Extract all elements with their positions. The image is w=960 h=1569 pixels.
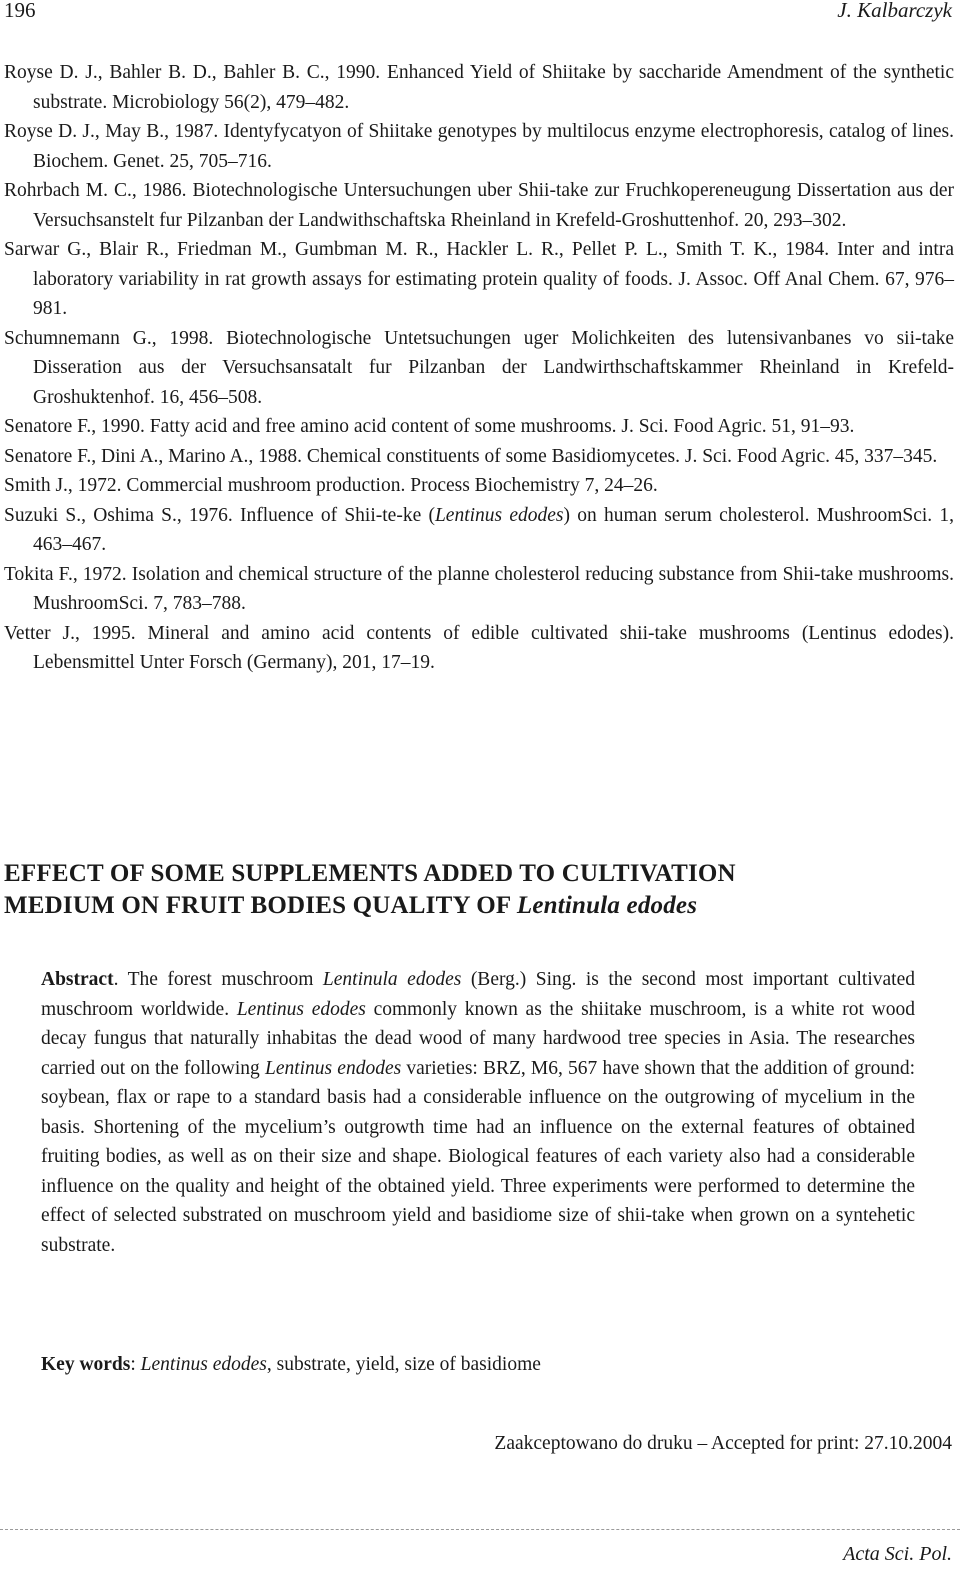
reference-run-text: Smith J., 1972. Commercial mushroom production. Process Biochemistry 7, 24–26. — [4, 475, 658, 496]
title-species: Lentinula edodes — [516, 892, 698, 919]
accepted-date: Zaakceptowano do druku – Accepted for print: 27.10.2004 — [494, 1433, 952, 1454]
keywords — [41, 1350, 915, 1380]
reference-entry — [4, 58, 954, 117]
reference-entry — [4, 501, 954, 560]
reference-run-text: ) on human serum cholesterol. MushroomSci. 1, 463–467. — [33, 504, 954, 555]
reference-run-text: Rohrbach M. C., 1986. Biotechnologische Untersuchungen uber Shii-take zur Fruchkopereneugung Dissertation aus der Versuchsanstelt fur Pilzanban der Landwithschaftska Rheinland in Krefeld-Groshuttenhof. 20, 293–302. — [4, 180, 954, 231]
abstract-run-text: (Berg.) Sing. is the second most important cultivated muschroom worldwide. — [41, 969, 915, 1020]
abstract-run-text: commonly known as the shiitake muschroom, is a white rot wood decay fungus that naturally inhabitas the dead wood of many hardwood tree species in Asia. The researches carried out on the following — [41, 998, 916, 1079]
abstract-run-text: varieties: BRZ, M6, 567 have shown that the addition of ground: soybean, flax or rape to a standard basis had a considerable influence on the outgrowing of mycelium in the basis. Shortening of the mycelium’s outgrowth time had an influence on the external features of obtained fruiting bodies, as well as on their size and shape. Biological features of each variety also had a considerable influence on the quality and height of the obtained yield. Three experiments were performed to determine the effect of selected substrated on muschroom yield and basidiome size of shii-take when grown on a syntehetic substrate. — [41, 1057, 915, 1256]
running-author: J. Kalbarczyk — [837, 0, 952, 22]
abstract-run-italic: Lentinus endodes — [264, 1057, 402, 1079]
reference-run-text: Schumnemann G., 1998. Biotechnologische Untetsuchungen uger Molichkeiten des lutensivanbanes vo sii-take Disseration aus der Versuchsansatalt fur Pilzanban der Landwirthschaftskammer Rheinland in Krefeld-Groshuktenhof. 16, 456–508. — [4, 327, 954, 408]
footer-journal: Acta Sci. Pol. — [843, 1543, 952, 1565]
page-number: 196 — [4, 0, 36, 22]
abstract — [41, 965, 915, 1260]
reference-list — [4, 58, 954, 678]
reference-entry — [4, 412, 954, 442]
reference-run-text: Royse D. J., Bahler B. D., Bahler B. C., 1990. Enhanced Yield of Shiitake by saccharide Amendment of the synthetic substrate. Microbiology 56(2), 479–482. — [4, 62, 954, 113]
reference-run-text: Senatore F., Dini A., Marino A., 1988. Chemical constituents of some Basidiomycetes. J. Sci. Food Agric. 45, 337–345. — [4, 445, 938, 467]
keywords-run-italic: Lentinus edodes — [140, 1354, 267, 1375]
reference-entry — [4, 324, 954, 413]
title-line-1: EFFECT OF SOME SUPPLEMENTS ADDED TO CULTIVATION — [4, 860, 736, 887]
page-header — [0, 0, 960, 30]
abstract-run-text: . The forest muschroom — [113, 969, 323, 990]
title-line-2 — [4, 890, 904, 922]
reference-entry — [4, 471, 954, 501]
reference-run-text: Sarwar G., Blair R., Friedman M., Gumbman M. R., Hackler L. R., Pellet P. L., Smith T. K., 1984. Inter and intra laboratory variability in rat growth assays for estimating protein quality of foods. J. Assoc. Off Anal Chem. 67, 976–981. — [4, 239, 954, 319]
reference-run-text: Senatore F., 1990. Fatty acid and free amino acid content of some mushrooms. J. Sci. Food Agric. 51, 91–93. — [4, 416, 855, 437]
footer-rule — [0, 1529, 960, 1530]
reference-entry — [4, 176, 954, 235]
reference-entry — [4, 619, 954, 678]
reference-run-text: Tokita F., 1972. Isolation and chemical structure of the planne cholesterol reducing substance from Shii-take mushrooms. MushroomSci. 7, 783–788. — [4, 563, 954, 614]
reference-entry — [4, 560, 954, 619]
reference-entry — [4, 117, 954, 176]
title-line-2-text: MEDIUM ON FRUIT BODIES QUALITY OF — [4, 892, 511, 919]
abstract-run-italic: Lentinula edodes — [322, 969, 462, 990]
keywords-run-text: , substrate, yield, size of basidiome — [266, 1354, 541, 1375]
article-title — [4, 858, 904, 922]
reference-run-text: Suzuki S., Oshima S., 1976. Influence of Shii-te-ke ( — [4, 504, 435, 526]
reference-run-italic: Lentinus edodes — [434, 504, 564, 526]
reference-run-text: Royse D. J., May B., 1987. Identyfycatyon of Shiitake genotypes by multilocus enzyme electrophoresis, catalog of lines. Biochem. Genet. 25, 705–716. — [4, 121, 954, 172]
abstract-run-bold: Abstract — [41, 969, 114, 990]
keywords-run-text: : — [130, 1354, 141, 1375]
reference-entry — [4, 235, 954, 324]
keywords-run-bold: Key words — [41, 1354, 131, 1375]
reference-run-text: Vetter J., 1995. Mineral and amino acid contents of edible cultivated shii-take mushrooms (Lentinus edodes). Lebensmittel Unter Forsch (Germany), 201, 17–19. — [4, 622, 954, 673]
abstract-run-italic: Lentinus edodes — [236, 998, 366, 1020]
reference-entry — [4, 442, 954, 472]
